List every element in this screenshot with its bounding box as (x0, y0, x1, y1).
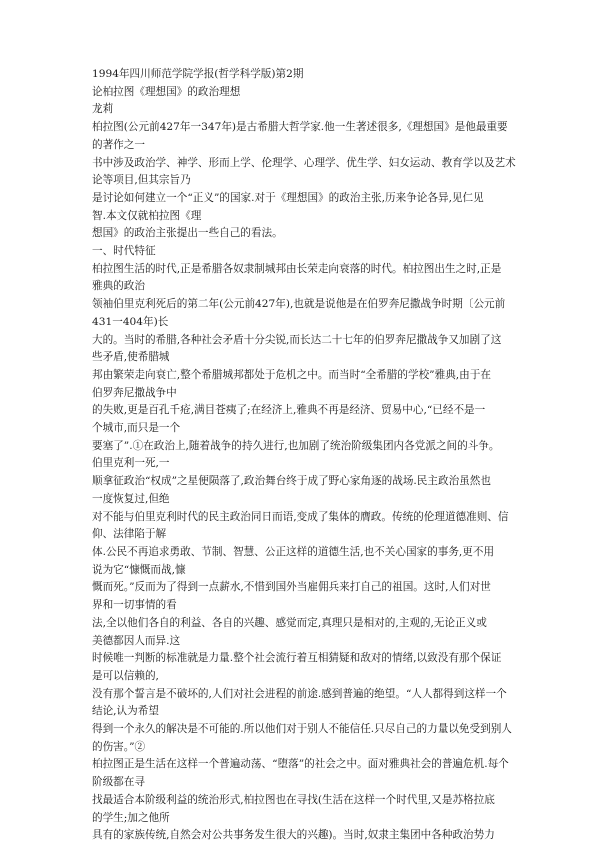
text-line: 得到一个永久的解决是不可能的.所以他们对于别人不能信任.只尽自己的力量以免受到别人 (92, 723, 512, 736)
text-line: 书中涉及政治学、神学、形而上学、伦理学、心理学、优生学、妇女运动、教育学以及艺术 (92, 156, 516, 169)
text-line: 是讨论如何建立一个“正义”的国家.对于《理想国》的政治主张,历来争论各异,见仁见 (92, 191, 484, 204)
text-line: 柏拉图生活的时代,正是希腊各奴隶制城邦由长荣走向衰落的时代。柏拉图出生之时,正是 (92, 262, 502, 275)
text-line: 具有的家族传统,自然会对公共事务发生很大的兴趣)。当时,奴隶主集团中各种政治势力 (92, 829, 495, 842)
text-line: 的著作之一 (92, 138, 145, 151)
text-line: 结论,认为希望 (92, 705, 159, 718)
text-line: 要塞了”.①在政治上,随着战争的持久进行,也加剧了统治阶级集团内各党派之间的斗争。 (92, 439, 500, 452)
journal-source-line: 1994年四川师范学院学报(哲学科学版)第2期 (92, 68, 304, 80)
section-heading: 一、时代特征 (92, 245, 156, 258)
text-line: 对不能与伯里克利时代的民主政治同日而语,变成了集体的膺政。传统的伦理道德准则、信 (92, 510, 509, 523)
text-line: 伯罗奔尼撒战争中 (92, 386, 177, 399)
text-line: 个城市,而只是一个 (92, 422, 181, 435)
text-line: 仰、法律陷于解 (92, 528, 167, 541)
text-line: 邦由繁荣走向衰亡,整个希腊城邦都处于危机之中。而当时“全希腊的学校”雅典,由于在 (92, 368, 491, 381)
article-title: 论柏拉图《理想国》的政治理想 (92, 85, 241, 98)
text-line: 伯里克利一死,一 (92, 457, 170, 470)
text-line: 雅典的政治 (92, 280, 145, 293)
text-line: 431一404年)长 (92, 315, 169, 328)
text-line: 体.公民不再追求勇敢、节制、智慧、公正这样的道德生活,也不关心国家的事务,更不用 (92, 545, 495, 558)
text-line: 一度恢复过,但绝 (92, 492, 170, 505)
text-line: 大的。当时的希腊,各种社会矛盾十分尖锐,而长达二十七年的伯罗奔尼撒战争又加剧了这 (92, 333, 502, 346)
text-line: 柏拉图正是生活在这样一个普遍动荡、“堕落”的社会之中。面对雅典社会的普遍危机.每个 (92, 758, 509, 771)
text-line: 没有那个誓言是不破坏的,人们对社会进程的前途.感到普遍的绝望。“人人都得到这样一个 (92, 687, 507, 700)
text-line: 的失败,更是百孔千疮,满目苍痍了;在经济上,雅典不再是经济、贸易中心,“已经不是一 (92, 404, 486, 417)
text-line: 界和一切事情的看 (92, 599, 177, 612)
text-line: 智.本文仅就柏拉图《理 (92, 209, 202, 222)
text-line: 领袖伯里克利死后的第二年(公元前427年),也就是说他是在伯罗奔尼撒战争时期〔公元前 (92, 298, 506, 311)
text-line: 些矛盾,使希腊城 (92, 351, 170, 364)
text-line: 的学生;加之他所 (92, 811, 170, 824)
text-line: 说为它“慷慨而战,慷 (92, 563, 186, 576)
text-line: 的伤害。”② (92, 740, 146, 753)
text-line: 柏拉图(公元前427年一347年)是古希腊大哲学家.他一生著述很多,《理想国》是他最重要 (92, 121, 508, 134)
text-line: 是可以信赖的, (92, 669, 159, 682)
text-line: 想国》的政治主张提出一些自己的看法。 (92, 227, 283, 240)
text-line: 论等项目,但其宗旨乃 (92, 174, 191, 187)
text-line: 找最适合本阶级利益的统治形式,柏拉图也在寻找(生活在这样一个时代里,又是苏格拉底 (92, 793, 495, 806)
text-line: 顺拿征政治“权成”之星便陨落了,政治舞台终于成了野心家角逐的战场.民主政治虽然也 (92, 475, 491, 488)
text-line: 时候唯一判断的标准就是力量.整个社会流行着互相猜疑和敌对的情绪,以致没有那个保证 (92, 652, 502, 665)
article-text-body (92, 66, 524, 845)
text-line: 美德都因人而异.这 (92, 634, 181, 647)
text-line: 阶级都在寻 (92, 776, 145, 789)
text-line: 法,全以他们各自的利益、各自的兴趣、感觉而定,真理只是相对的,主观的,无论正义或 (92, 616, 487, 629)
author-name: 龙莉 (92, 103, 114, 116)
text-line: 慨而死。”反而为了得到一点薪水,不惜到国外当雇佣兵来打自己的祖国。这时,人们对世 (92, 581, 491, 594)
